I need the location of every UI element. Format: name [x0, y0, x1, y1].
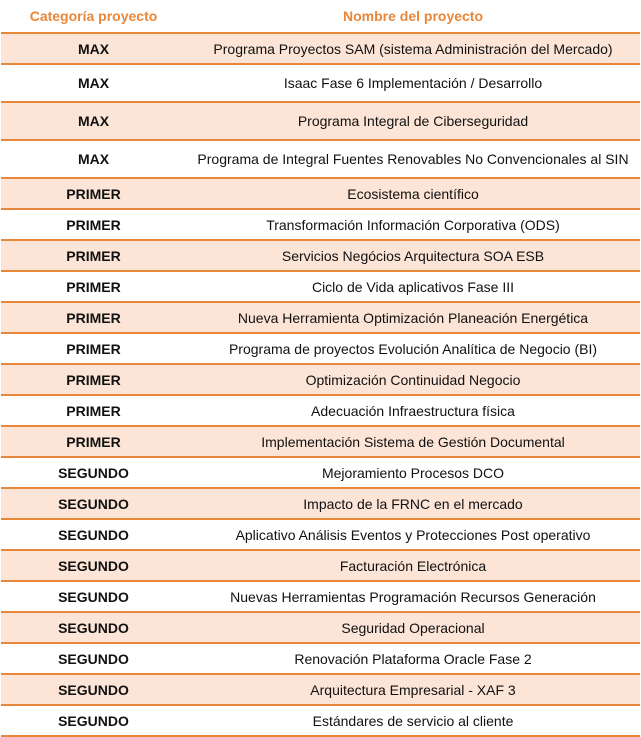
project-name-cell: Programa Integral de Ciberseguridad	[186, 102, 640, 140]
project-name-cell: Programa Proyectos SAM (sistema Administración del Mercado)	[186, 33, 640, 64]
category-cell: SEGUNDO	[1, 581, 186, 612]
category-cell: SEGUNDO	[1, 457, 186, 488]
header-project-name: Nombre del proyecto	[186, 0, 640, 33]
table-row	[1, 705, 640, 736]
project-name-cell: Nuevas Herramientas Programación Recursos Generación	[186, 581, 640, 612]
category-cell: SEGUNDO	[1, 643, 186, 674]
table-row	[1, 64, 640, 102]
category-cell: MAX	[1, 102, 186, 140]
projects-table	[1, 0, 640, 737]
project-name-cell: Seguridad Operacional	[186, 612, 640, 643]
category-cell: PRIMER	[1, 271, 186, 302]
category-cell: SEGUNDO	[1, 674, 186, 705]
table-row	[1, 240, 640, 271]
table-row	[1, 674, 640, 705]
table-row	[1, 395, 640, 426]
project-name-cell: Arquitectura Empresarial - XAF 3	[186, 674, 640, 705]
table-row	[1, 612, 640, 643]
category-cell: MAX	[1, 33, 186, 64]
project-name-cell: Impacto de la FRNC en el mercado	[186, 488, 640, 519]
project-name-cell: Programa de proyectos Evolución Analítica de Negocio (BI)	[186, 333, 640, 364]
category-cell: PRIMER	[1, 209, 186, 240]
project-name-cell: Renovación Plataforma Oracle Fase 2	[186, 643, 640, 674]
project-name-cell: Servicios Negócios Arquitectura SOA ESB	[186, 240, 640, 271]
category-cell: PRIMER	[1, 364, 186, 395]
project-name-cell: Mejoramiento Procesos DCO	[186, 457, 640, 488]
project-name-cell: Nueva Herramienta Optimización Planeación Energética	[186, 302, 640, 333]
category-cell: SEGUNDO	[1, 705, 186, 736]
table-row	[1, 102, 640, 140]
category-cell: PRIMER	[1, 240, 186, 271]
table-row	[1, 457, 640, 488]
category-cell: PRIMER	[1, 302, 186, 333]
table-row	[1, 178, 640, 209]
table-row	[1, 271, 640, 302]
category-cell: MAX	[1, 64, 186, 102]
category-cell: PRIMER	[1, 395, 186, 426]
project-name-cell: Ciclo de Vida aplicativos Fase III	[186, 271, 640, 302]
project-name-cell: Programa de Integral Fuentes Renovables No Convencionales al SIN	[186, 140, 640, 178]
project-name-cell: Optimización Continuidad Negocio	[186, 364, 640, 395]
header-category: Categoría proyecto	[1, 0, 186, 33]
table-row	[1, 364, 640, 395]
table-row	[1, 426, 640, 457]
table-row	[1, 302, 640, 333]
table-row	[1, 643, 640, 674]
table-row	[1, 209, 640, 240]
table-row	[1, 333, 640, 364]
header-row	[1, 0, 640, 33]
project-name-cell: Estándares de servicio al cliente	[186, 705, 640, 736]
project-name-cell: Ecosistema científico	[186, 178, 640, 209]
project-name-cell: Aplicativo Análisis Eventos y Protecciones Post operativo	[186, 519, 640, 550]
category-cell: SEGUNDO	[1, 550, 186, 581]
category-cell: SEGUNDO	[1, 612, 186, 643]
project-name-cell: Adecuación Infraestructura física	[186, 395, 640, 426]
table-row	[1, 33, 640, 64]
table-row	[1, 488, 640, 519]
project-name-cell: Transformación Información Corporativa (ODS)	[186, 209, 640, 240]
category-cell: SEGUNDO	[1, 488, 186, 519]
project-name-cell: Isaac Fase 6 Implementación / Desarrollo	[186, 64, 640, 102]
category-cell: PRIMER	[1, 333, 186, 364]
table-row	[1, 550, 640, 581]
category-cell: SEGUNDO	[1, 519, 186, 550]
table-row	[1, 581, 640, 612]
project-name-cell: Facturación Electrónica	[186, 550, 640, 581]
category-cell: MAX	[1, 140, 186, 178]
table-row	[1, 519, 640, 550]
table-row	[1, 140, 640, 178]
category-cell: PRIMER	[1, 426, 186, 457]
project-name-cell: Implementación Sistema de Gestión Documental	[186, 426, 640, 457]
category-cell: PRIMER	[1, 178, 186, 209]
